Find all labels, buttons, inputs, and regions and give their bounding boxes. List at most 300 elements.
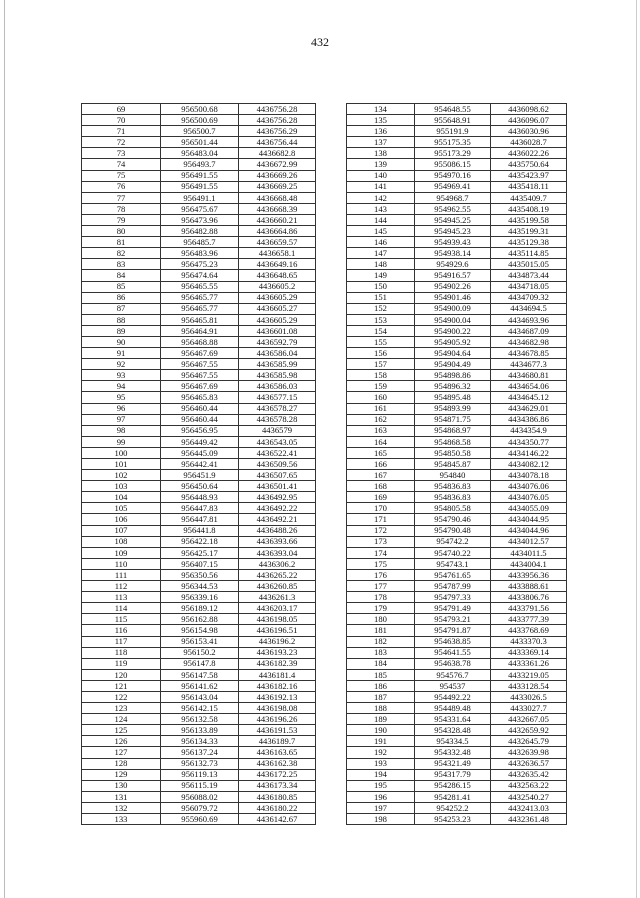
point-number-cell: 195 [347,780,415,791]
table-row [82,647,316,658]
point-number-cell: 178 [347,592,415,603]
y-coordinate-cell: 4432659.92 [491,725,567,736]
y-coordinate-cell: 4432667.05 [491,714,567,725]
table-row [82,237,316,248]
table-row [82,636,316,647]
scan-edge-left [4,0,5,898]
x-coordinate-cell: 956147.58 [161,669,239,680]
point-number-cell: 164 [347,436,415,447]
y-coordinate-cell: 4435418.11 [491,181,567,192]
x-coordinate-cell: 954900.09 [415,303,491,314]
x-coordinate-cell: 954281.41 [415,791,491,802]
x-coordinate-cell: 954970.16 [415,170,491,181]
x-coordinate-cell: 954537 [415,680,491,691]
y-coordinate-cell: 4435199.58 [491,214,567,225]
table-row [347,680,567,691]
point-number-cell: 181 [347,625,415,636]
y-coordinate-cell: 4436182.39 [239,658,316,669]
point-number-cell: 190 [347,725,415,736]
point-number-cell: 162 [347,414,415,425]
y-coordinate-cell: 4433128.54 [491,680,567,691]
x-coordinate-cell: 954900.04 [415,314,491,325]
table-row [347,159,567,170]
table-row [347,802,567,813]
point-number-cell: 153 [347,314,415,325]
y-coordinate-cell: 4436669.25 [239,181,316,192]
point-number-cell: 145 [347,226,415,237]
point-number-cell: 167 [347,470,415,481]
y-coordinate-cell: 4436261.3 [239,592,316,603]
x-coordinate-cell: 954286.15 [415,780,491,791]
table-row [82,703,316,714]
point-number-cell: 87 [82,303,161,314]
x-coordinate-cell: 954638.78 [415,658,491,669]
y-coordinate-cell: 4436669.26 [239,170,316,181]
y-coordinate-cell: 4436393.04 [239,547,316,558]
point-number-cell: 133 [82,814,161,825]
table-row [82,536,316,547]
y-coordinate-cell: 4436393.66 [239,536,316,547]
x-coordinate-cell: 954492.22 [415,691,491,702]
table-row [82,104,316,115]
x-coordinate-cell: 955191.9 [415,126,491,137]
table-row [347,181,567,192]
y-coordinate-cell: 4436577.15 [239,392,316,403]
table-row [82,425,316,436]
y-coordinate-cell: 4433370.3 [491,636,567,647]
y-coordinate-cell: 4436592.79 [239,336,316,347]
y-coordinate-cell: 4433026.5 [491,691,567,702]
y-coordinate-cell: 4434645.12 [491,392,567,403]
table-row [347,192,567,203]
point-number-cell: 80 [82,226,161,237]
x-coordinate-cell: 956137.24 [161,747,239,758]
y-coordinate-cell: 4436658.1 [239,248,316,259]
y-coordinate-cell: 4434011.5 [491,547,567,558]
x-coordinate-cell: 956448.93 [161,492,239,503]
y-coordinate-cell: 4436172.25 [239,769,316,780]
point-number-cell: 194 [347,769,415,780]
y-coordinate-cell: 4433806.76 [491,592,567,603]
table-row [347,459,567,470]
point-number-cell: 70 [82,115,161,126]
table-row [347,581,567,592]
table-row [82,325,316,336]
x-coordinate-cell: 954331.64 [415,714,491,725]
point-number-cell: 180 [347,614,415,625]
point-number-cell: 125 [82,725,161,736]
coordinates-table-right [346,103,567,825]
point-number-cell: 109 [82,547,161,558]
point-number-cell: 175 [347,558,415,569]
y-coordinate-cell: 4434654.06 [491,381,567,392]
point-number-cell: 98 [82,425,161,436]
x-coordinate-cell: 954740.22 [415,547,491,558]
table-row [347,525,567,536]
x-coordinate-cell: 954916.57 [415,270,491,281]
table-row [82,181,316,192]
x-coordinate-cell: 956450.64 [161,481,239,492]
table-row [347,436,567,447]
point-number-cell: 92 [82,359,161,370]
table-row [82,625,316,636]
point-number-cell: 168 [347,481,415,492]
y-coordinate-cell: 4436660.21 [239,214,316,225]
y-coordinate-cell: 4436659.57 [239,237,316,248]
table-row [347,359,567,370]
x-coordinate-cell: 956460.44 [161,403,239,414]
y-coordinate-cell: 4433369.14 [491,647,567,658]
point-number-cell: 136 [347,126,415,137]
y-coordinate-cell: 4434678.85 [491,348,567,359]
table-row [347,758,567,769]
table-row [82,769,316,780]
table-row [82,714,316,725]
x-coordinate-cell: 956491.1 [161,192,239,203]
x-coordinate-cell: 956132.73 [161,758,239,769]
x-coordinate-cell: 956407.15 [161,558,239,569]
point-number-cell: 130 [82,780,161,791]
x-coordinate-cell: 954334.5 [415,736,491,747]
point-number-cell: 103 [82,481,161,492]
y-coordinate-cell: 4436682.8 [239,148,316,159]
table-row [82,148,316,159]
y-coordinate-cell: 4436509.56 [239,459,316,470]
table-row [82,314,316,325]
x-coordinate-cell: 954791.49 [415,603,491,614]
point-number-cell: 198 [347,814,415,825]
table-row [82,736,316,747]
table-row [82,137,316,148]
x-coordinate-cell: 954321.49 [415,758,491,769]
y-coordinate-cell: 4432636.57 [491,758,567,769]
x-coordinate-cell: 954904.64 [415,348,491,359]
y-coordinate-cell: 4436260.85 [239,581,316,592]
point-number-cell: 120 [82,669,161,680]
table-row [82,503,316,514]
point-number-cell: 160 [347,392,415,403]
y-coordinate-cell: 4436586.03 [239,381,316,392]
y-coordinate-cell: 4436605.2 [239,281,316,292]
y-coordinate-cell: 4433768.69 [491,625,567,636]
y-coordinate-cell: 4434354.9 [491,425,567,436]
y-coordinate-cell: 4436098.62 [491,104,567,115]
point-number-cell: 83 [82,259,161,270]
y-coordinate-cell: 4436196.51 [239,625,316,636]
table-row [347,203,567,214]
table-row [82,780,316,791]
table-row [347,248,567,259]
point-number-cell: 192 [347,747,415,758]
table-row [347,547,567,558]
table-row [347,592,567,603]
table-row [347,769,567,780]
x-coordinate-cell: 954945.23 [415,226,491,237]
y-coordinate-cell: 4436605.29 [239,314,316,325]
table-row [347,425,567,436]
y-coordinate-cell: 4436756.29 [239,126,316,137]
table-row [82,292,316,303]
point-number-cell: 110 [82,558,161,569]
point-number-cell: 74 [82,159,161,170]
table-row [347,481,567,492]
y-coordinate-cell: 4436668.48 [239,192,316,203]
y-coordinate-cell: 4436030.96 [491,126,567,137]
point-number-cell: 82 [82,248,161,259]
y-coordinate-cell: 4436203.17 [239,603,316,614]
point-number-cell: 172 [347,525,415,536]
table-row [347,226,567,237]
x-coordinate-cell: 954898.86 [415,370,491,381]
x-coordinate-cell: 956142.15 [161,703,239,714]
table-row [82,359,316,370]
table-row [82,514,316,525]
point-number-cell: 150 [347,281,415,292]
y-coordinate-cell: 4436492.95 [239,492,316,503]
x-coordinate-cell: 956134.33 [161,736,239,747]
table-row [347,381,567,392]
x-coordinate-cell: 955960.69 [161,814,239,825]
point-number-cell: 152 [347,303,415,314]
point-number-cell: 177 [347,581,415,592]
x-coordinate-cell: 954252.2 [415,802,491,813]
table-row [82,459,316,470]
point-number-cell: 148 [347,259,415,270]
table-row [347,392,567,403]
x-coordinate-cell: 954969.41 [415,181,491,192]
x-coordinate-cell: 954945.25 [415,214,491,225]
x-coordinate-cell: 954893.99 [415,403,491,414]
table-row [347,170,567,181]
y-coordinate-cell: 4436182.16 [239,680,316,691]
y-coordinate-cell: 4434350.77 [491,436,567,447]
point-number-cell: 196 [347,791,415,802]
x-coordinate-cell: 955648.91 [415,115,491,126]
y-coordinate-cell: 4432639.98 [491,747,567,758]
y-coordinate-cell: 4434004.1 [491,558,567,569]
table-row [347,348,567,359]
x-coordinate-cell: 956467.69 [161,348,239,359]
table-row [347,470,567,481]
point-number-cell: 143 [347,203,415,214]
x-coordinate-cell: 954868.58 [415,436,491,447]
y-coordinate-cell: 4436193.23 [239,647,316,658]
y-coordinate-cell: 4436492.21 [239,514,316,525]
point-number-cell: 76 [82,181,161,192]
y-coordinate-cell: 4433777.39 [491,614,567,625]
table-row [82,281,316,292]
x-coordinate-cell: 954805.58 [415,503,491,514]
x-coordinate-cell: 954790.46 [415,514,491,525]
x-coordinate-cell: 956143.04 [161,691,239,702]
y-coordinate-cell: 4436605.27 [239,303,316,314]
table-row [82,403,316,414]
y-coordinate-cell: 4436578.28 [239,414,316,425]
point-number-cell: 101 [82,459,161,470]
y-coordinate-cell: 4435199.31 [491,226,567,237]
y-coordinate-cell: 4436668.39 [239,203,316,214]
point-number-cell: 185 [347,669,415,680]
x-coordinate-cell: 956350.56 [161,569,239,580]
x-coordinate-cell: 956339.16 [161,592,239,603]
table-row [82,725,316,736]
y-coordinate-cell: 4433791.56 [491,603,567,614]
y-coordinate-cell: 4436198.05 [239,614,316,625]
y-coordinate-cell: 4436586.04 [239,348,316,359]
y-coordinate-cell: 4436756.44 [239,137,316,148]
table-row [82,270,316,281]
y-coordinate-cell: 4434386.86 [491,414,567,425]
table-row [82,525,316,536]
x-coordinate-cell: 956445.09 [161,447,239,458]
point-number-cell: 193 [347,758,415,769]
x-coordinate-cell: 954905.92 [415,336,491,347]
x-coordinate-cell: 956491.55 [161,181,239,192]
x-coordinate-cell: 954761.65 [415,569,491,580]
y-coordinate-cell: 4436192.13 [239,691,316,702]
point-number-cell: 139 [347,159,415,170]
x-coordinate-cell: 956456.95 [161,425,239,436]
point-number-cell: 105 [82,503,161,514]
x-coordinate-cell: 956449.42 [161,436,239,447]
table-row [347,292,567,303]
point-number-cell: 174 [347,547,415,558]
table-row [347,791,567,802]
point-number-cell: 86 [82,292,161,303]
table-row [82,680,316,691]
x-coordinate-cell: 954787.99 [415,581,491,592]
y-coordinate-cell: 4436488.26 [239,525,316,536]
x-coordinate-cell: 954850.58 [415,447,491,458]
point-number-cell: 188 [347,703,415,714]
y-coordinate-cell: 4436585.98 [239,370,316,381]
x-coordinate-cell: 955175.35 [415,137,491,148]
table-row [82,392,316,403]
table-row [347,370,567,381]
point-number-cell: 149 [347,270,415,281]
point-number-cell: 173 [347,536,415,547]
y-coordinate-cell: 4436522.41 [239,447,316,458]
table-row [82,115,316,126]
y-coordinate-cell: 4436648.65 [239,270,316,281]
point-number-cell: 107 [82,525,161,536]
y-coordinate-cell: 4434687.09 [491,325,567,336]
point-number-cell: 77 [82,192,161,203]
point-number-cell: 179 [347,603,415,614]
table-row [347,514,567,525]
table-row [347,259,567,270]
y-coordinate-cell: 4434677.3 [491,359,567,370]
table-row [82,581,316,592]
x-coordinate-cell: 954638.85 [415,636,491,647]
x-coordinate-cell: 956141.62 [161,680,239,691]
y-coordinate-cell: 4434680.81 [491,370,567,381]
y-coordinate-cell: 4434693.96 [491,314,567,325]
point-number-cell: 146 [347,237,415,248]
x-coordinate-cell: 954900.22 [415,325,491,336]
y-coordinate-cell: 4436180.22 [239,802,316,813]
point-number-cell: 78 [82,203,161,214]
point-number-cell: 163 [347,425,415,436]
y-coordinate-cell: 4436163.65 [239,747,316,758]
x-coordinate-cell: 956162.88 [161,614,239,625]
x-coordinate-cell: 956441.8 [161,525,239,536]
point-number-cell: 75 [82,170,161,181]
y-coordinate-cell: 4432645.79 [491,736,567,747]
point-number-cell: 113 [82,592,161,603]
y-coordinate-cell: 4436507.65 [239,470,316,481]
x-coordinate-cell: 956467.55 [161,359,239,370]
table-row [347,558,567,569]
table-row [82,658,316,669]
y-coordinate-cell: 4436198.08 [239,703,316,714]
x-coordinate-cell: 956088.02 [161,791,239,802]
table-row [82,248,316,259]
y-coordinate-cell: 4435750.64 [491,159,567,170]
page-number: 432 [311,35,329,49]
point-number-cell: 189 [347,714,415,725]
point-number-cell: 69 [82,104,161,115]
x-coordinate-cell: 956465.81 [161,314,239,325]
table-row [82,547,316,558]
table-row [82,481,316,492]
table-row [347,636,567,647]
table-row [347,237,567,248]
y-coordinate-cell: 4436543.05 [239,436,316,447]
y-coordinate-cell: 4434694.5 [491,303,567,314]
x-coordinate-cell: 954929.6 [415,259,491,270]
table-row [82,303,316,314]
y-coordinate-cell: 4436265.22 [239,569,316,580]
table-row [347,270,567,281]
x-coordinate-cell: 954904.49 [415,359,491,370]
table-row [347,703,567,714]
point-number-cell: 141 [347,181,415,192]
table-row [82,370,316,381]
point-number-cell: 128 [82,758,161,769]
x-coordinate-cell: 954968.7 [415,192,491,203]
y-coordinate-cell: 4435114.85 [491,248,567,259]
x-coordinate-cell: 956115.19 [161,780,239,791]
table-row [347,104,567,115]
x-coordinate-cell: 954939.43 [415,237,491,248]
x-coordinate-cell: 954895.48 [415,392,491,403]
point-number-cell: 151 [347,292,415,303]
point-number-cell: 88 [82,314,161,325]
point-number-cell: 147 [347,248,415,259]
point-number-cell: 95 [82,392,161,403]
table-row [82,259,316,270]
table-row [347,303,567,314]
x-coordinate-cell: 956474.64 [161,270,239,281]
table-row [347,780,567,791]
scan-edge-right [636,0,637,898]
point-number-cell: 165 [347,447,415,458]
table-row [347,336,567,347]
table-row [347,569,567,580]
point-number-cell: 131 [82,791,161,802]
table-row [82,192,316,203]
x-coordinate-cell: 954836.83 [415,481,491,492]
table-row [82,814,316,825]
point-number-cell: 138 [347,148,415,159]
y-coordinate-cell: 4436162.38 [239,758,316,769]
point-number-cell: 166 [347,459,415,470]
table-row [82,614,316,625]
table-row [347,736,567,747]
y-coordinate-cell: 4435423.97 [491,170,567,181]
point-number-cell: 140 [347,170,415,181]
